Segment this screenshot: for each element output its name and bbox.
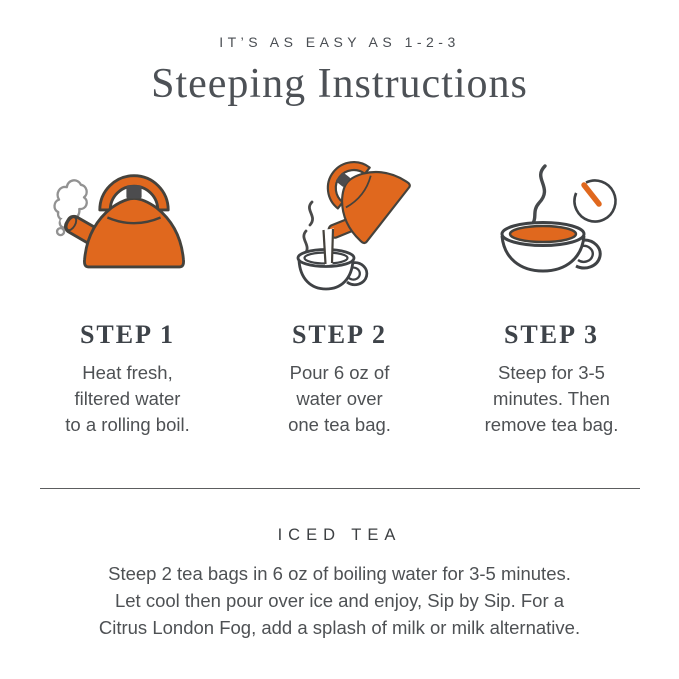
pouring-kettle-icon (234, 154, 446, 306)
step-2-label: STEP 2 (291, 320, 388, 349)
divider (40, 488, 640, 489)
boiling-kettle-icon (22, 154, 234, 306)
iced-tea-section (0, 526, 679, 641)
step-1-text (22, 360, 234, 438)
iced-tea-text (0, 560, 679, 641)
step-1-label: STEP 1 (79, 320, 176, 349)
step-3-line-2: minutes. Then (493, 388, 610, 409)
step-column-1 (22, 154, 234, 438)
step-1-line-3: to a rolling boil. (65, 414, 190, 435)
water-stream (322, 229, 334, 266)
step-3-line-1: Steep for 3-5 (498, 362, 605, 383)
teacup-timer-icon (446, 154, 658, 306)
boiling-kettle-icon-svg (48, 154, 208, 306)
iced-tea-heading: ICED TEA (277, 526, 402, 544)
step-2-line-3: one tea bag. (288, 414, 391, 435)
teacup-timer-icon-svg (472, 154, 632, 306)
iced-tea-line-3: Citrus London Fog, add a splash of milk or milk alternative. (98, 617, 581, 638)
steam-wisps (303, 202, 312, 254)
kicker: IT’S AS EASY AS 1-2-3 (219, 34, 460, 50)
step-1-line-2: filtered water (74, 388, 181, 409)
step-2-line-1: Pour 6 oz of (289, 362, 390, 383)
steps-row (0, 154, 679, 438)
step-2-line-2: water over (296, 388, 383, 409)
tilted-kettle (300, 154, 411, 257)
iced-tea-line-1: Steep 2 tea bags in 6 oz of boiling water for 3-5 minutes. (108, 563, 571, 584)
teacup (502, 223, 600, 272)
step-3-line-3: remove tea bag. (484, 414, 619, 435)
step-3-text (446, 360, 658, 438)
page-title: Steeping Instructions (151, 61, 528, 107)
step-1-line-1: Heat fresh, (82, 362, 173, 383)
pouring-kettle-icon-svg (260, 154, 420, 306)
timer (567, 174, 622, 229)
iced-tea-line-2: Let cool then pour over ice and enjoy, Sip by Sip. For a (114, 590, 565, 611)
step-column-2 (234, 154, 446, 438)
step-3-label: STEP 3 (503, 320, 600, 349)
step-2-text (234, 360, 446, 438)
step-column-3 (446, 154, 658, 438)
steam-curl (533, 166, 545, 223)
